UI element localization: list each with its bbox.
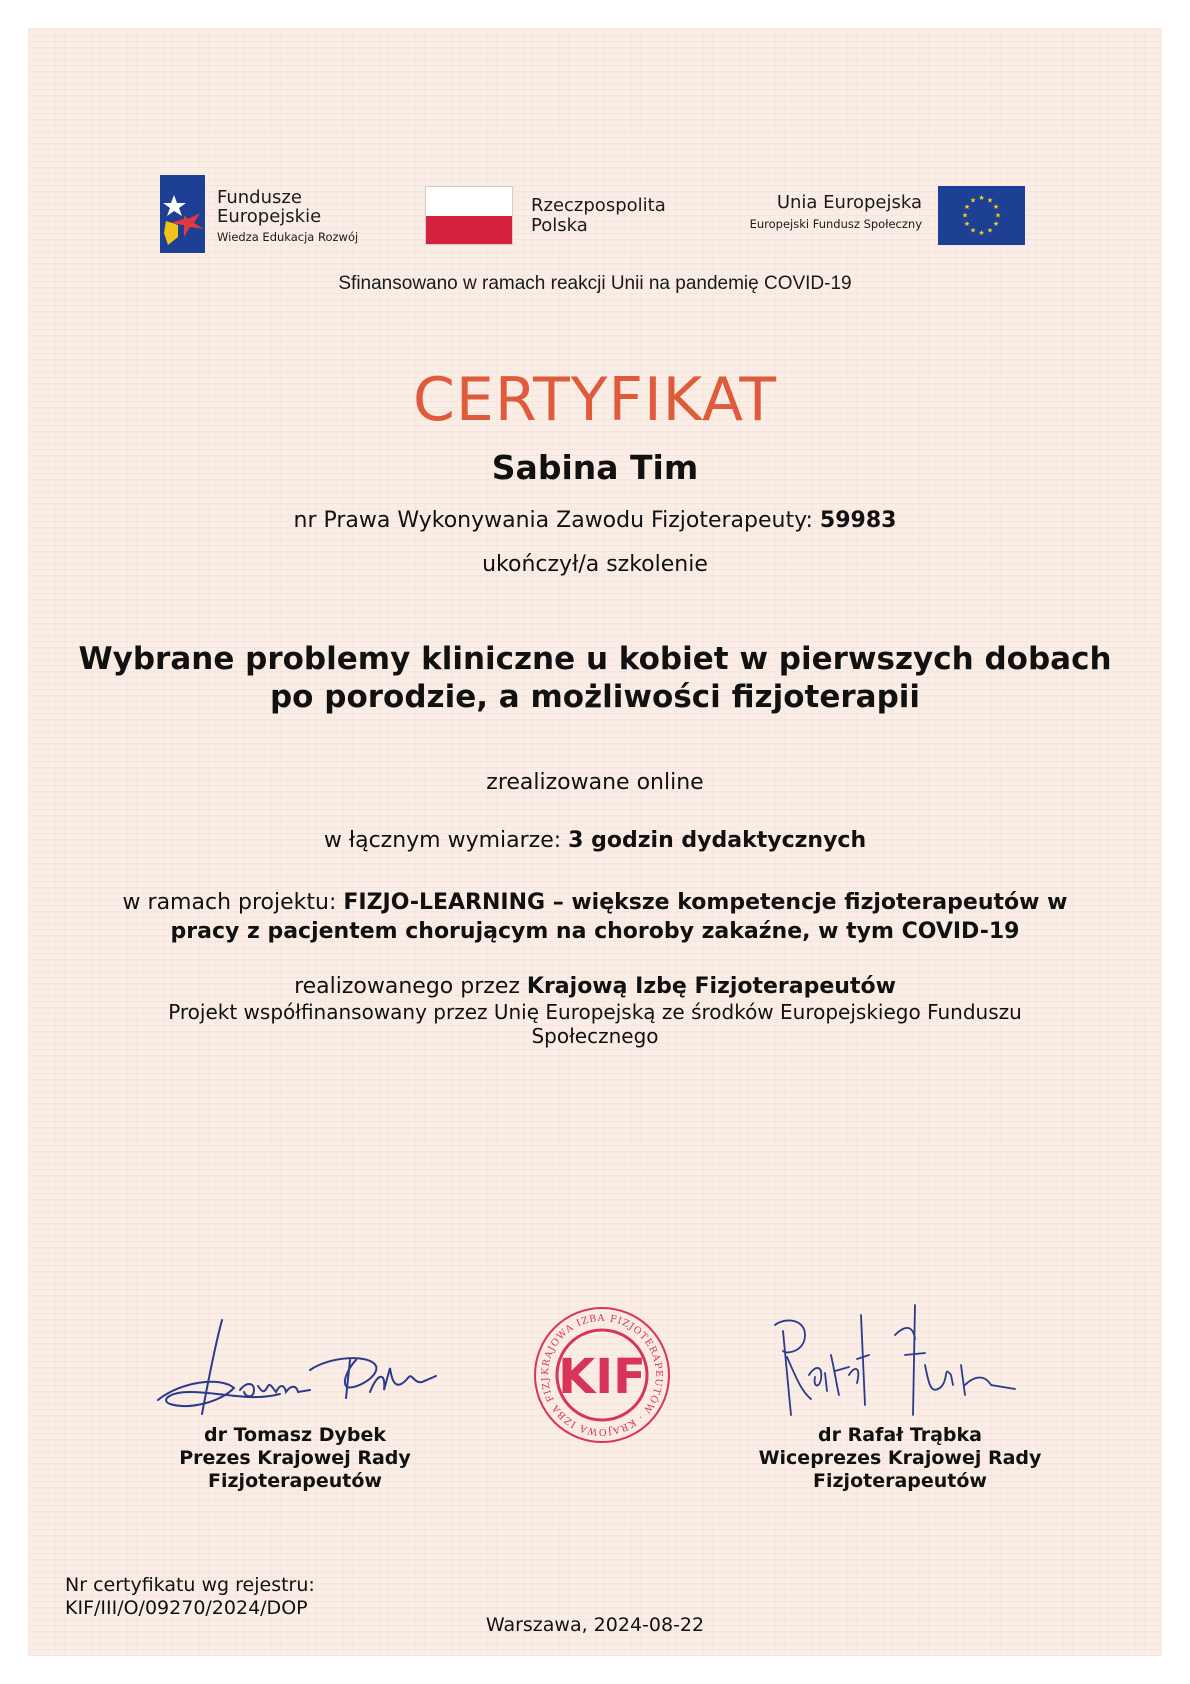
hours-line (0, 828, 1190, 853)
completed-text: ukończył/a szkolenie (482, 552, 708, 577)
svg-text:★: ★ (986, 196, 994, 205)
svg-text:★: ★ (994, 211, 1002, 220)
ue-logo-text (700, 192, 922, 231)
kif-stamp-icon (532, 1305, 672, 1445)
realized-label: realizowanego przez (294, 974, 527, 999)
svg-text:★: ★ (961, 211, 969, 220)
realized-by (0, 973, 1190, 1000)
project-name-line1: FIZJO-LEARNING – większe kompetencje fizjoterapeutów w (343, 890, 1068, 915)
rp-line2: Polska (531, 215, 588, 236)
registry-number: KIF/III/O/09270/2024/DOP (65, 1597, 308, 1619)
project-name-line2: pracy z pacjentem chorującym na choroby zakaźne, w tym COVID-19 (170, 919, 1020, 944)
svg-text:★: ★ (978, 194, 985, 202)
delivery-mode: zrealizowane online (486, 770, 704, 795)
rp-line1: Rzeczpospolita (531, 195, 666, 216)
course-title-line2: po porodzie, a możliwości fizjoterapii (269, 679, 921, 715)
svg-text:★: ★ (986, 226, 994, 235)
svg-text:★: ★ (963, 203, 971, 211)
signatory-left-name: dr Tomasz Dybek (204, 1424, 386, 1446)
signatory-right-role1: Wiceprezes Krajowej Rady (758, 1447, 1042, 1469)
realized-org: Krajową Izbę Fizjoterapeutów (526, 974, 896, 999)
ue-title: Unia Europejska (776, 192, 922, 213)
cofinancing-line2: Społecznego (531, 1024, 659, 1048)
signatory-left (145, 1424, 445, 1493)
fe-line1: Fundusze (217, 187, 302, 208)
fe-logo-text (217, 188, 358, 244)
signatory-left-role2: Fizjoterapeutów (208, 1470, 382, 1492)
license-number: 59983 (819, 508, 897, 533)
hours-label: w łącznym wymiarze: (323, 828, 569, 853)
svg-text:KIF: KIF (558, 1349, 646, 1405)
license-line (0, 508, 1190, 533)
svg-text:★: ★ (963, 220, 971, 228)
course-title (0, 640, 1190, 716)
kif-stamp (532, 1305, 672, 1449)
project-label: w ramach projektu: (122, 890, 344, 915)
hours-value: 3 godzin dydaktycznych (568, 828, 867, 853)
course-title-line1: Wybrane problemy kliniczne u kobiet w pierwszych dobach (78, 641, 1112, 677)
ue-subtitle: Europejski Fundusz Społeczny (749, 217, 922, 231)
signatory-left-role1: Prezes Krajowej Rady (179, 1447, 411, 1469)
svg-text:★: ★ (969, 196, 977, 205)
fe-logo (160, 175, 205, 257)
svg-text:★: ★ (992, 203, 1000, 211)
fe-logo-icon (160, 175, 205, 253)
signatory-right-role2: Fizjoterapeutów (813, 1470, 987, 1492)
signatory-right-name: dr Rafał Trąbka (818, 1424, 982, 1446)
signature-right (765, 1295, 1025, 1429)
license-label: nr Prawa Wykonywania Zawodu Fizjoterapeuty: (293, 508, 820, 533)
rp-logo-text (531, 196, 666, 236)
certificate-title: CERTYFIKAT (413, 365, 777, 435)
signatory-right (740, 1424, 1060, 1493)
svg-text:★: ★ (978, 229, 985, 237)
signature-left (150, 1312, 440, 1426)
eu-flag-icon (938, 186, 1025, 249)
svg-text:★: ★ (992, 220, 1000, 228)
polish-flag-icon (425, 186, 513, 245)
svg-text:KRAJOWA IZBA FIZJOTERAPEUTÓW ·: KRAJOWA IZBA FIZJOTERAPEUTÓW · KRAJOWA IZBA FIZJ (539, 1312, 665, 1438)
fe-tagline: Wiedza Edukacja Rozwój (217, 230, 359, 244)
funding-note: Sfinansowano w ramach reakcji Unii na pandemię COVID-19 (338, 273, 852, 294)
project-line (0, 888, 1190, 946)
fe-line2: Europejskie (217, 206, 322, 227)
cofinancing-line1: Projekt współfinansowany przez Unię Europejską ze środków Europejskiego Funduszu (168, 1000, 1022, 1024)
svg-text:★: ★ (969, 226, 977, 235)
recipient-name: Sabina Tim (491, 448, 699, 487)
cofinancing-note (0, 1000, 1190, 1048)
registry-label: Nr certyfikatu wg rejestru: (65, 1574, 315, 1596)
place-date: Warszawa, 2024-08-22 (485, 1614, 705, 1636)
